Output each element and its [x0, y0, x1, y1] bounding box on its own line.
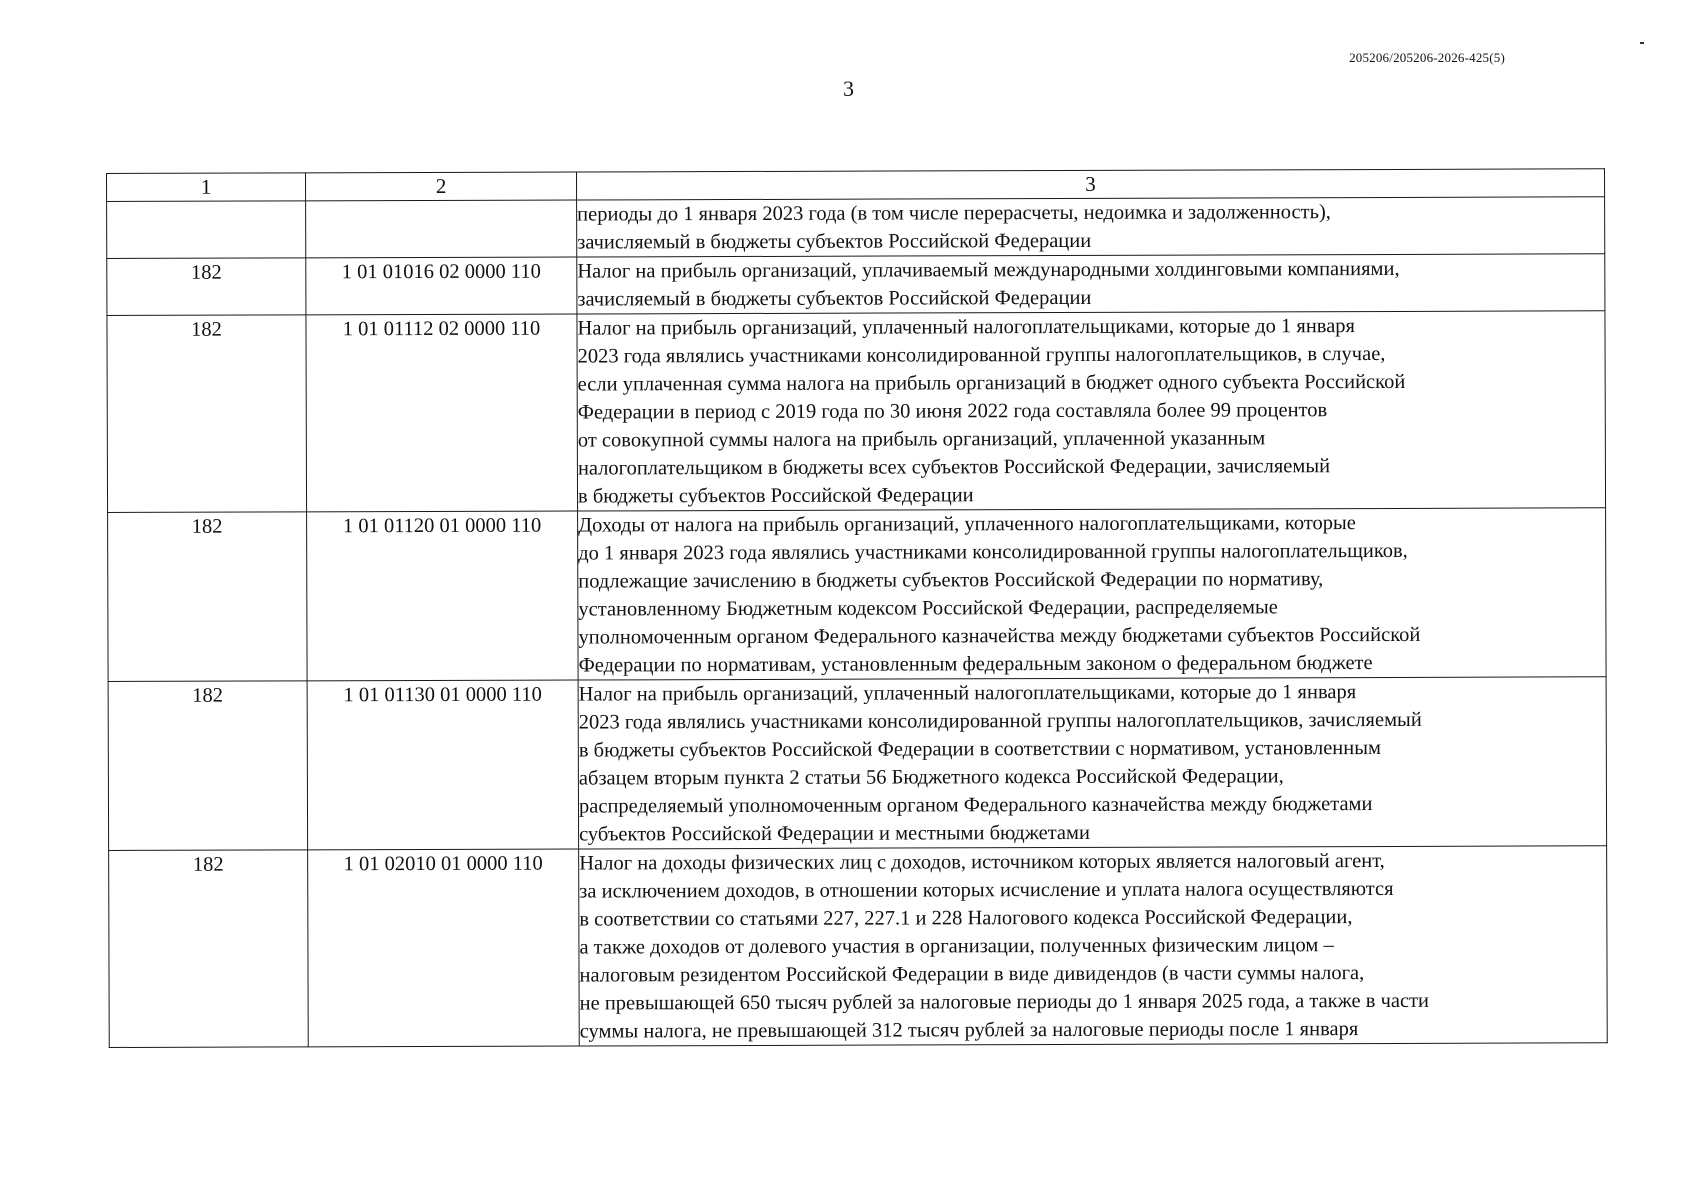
column-header-1: 1 — [107, 173, 306, 202]
table-body — [107, 197, 1608, 1048]
budget-classification-code-cell: 1 01 01016 02 0000 110 — [306, 257, 577, 315]
budget-classification-code-cell: 1 01 01130 01 0000 110 — [307, 680, 579, 850]
admin-code-cell: 182 — [109, 850, 309, 1048]
description-line: налогоплательщиком в бюджеты всех субъектов Российской Федерации, зачисляемый — [577, 455, 1331, 480]
table-row — [107, 254, 1605, 316]
description-line: от совокупной суммы налога на прибыль организаций, уплаченной указанным — [577, 427, 1266, 452]
revenue-description-cell — [578, 677, 1607, 849]
description-line: 2023 года являлись участниками консолидированной группы налогоплательщиков, зачисляемый — [578, 708, 1422, 734]
description-line: Налог на доходы физических лиц с доходов, источником которых является налоговый агент, — [579, 849, 1385, 875]
description-line: не превышающей 650 тысяч рублей за налоговые периоды до 1 января 2025 года, а также в части — [579, 989, 1430, 1015]
admin-code-cell: 182 — [107, 258, 306, 316]
admin-code-cell — [107, 201, 306, 259]
admin-code-cell: 182 — [108, 681, 308, 851]
budget-classification-code-cell: 1 01 02010 01 0000 110 — [308, 849, 580, 1047]
description-line: 2023 года являлись участниками консолидированной группы налогоплательщиков, в случае, — [577, 342, 1386, 368]
description-line: периоды до 1 января 2023 года (в том числе перерасчеты, недоимка и задолженность), — [577, 201, 1331, 226]
description-line: налоговым резидентом Российской Федерации в виде дивидендов (в части суммы налога, — [579, 962, 1365, 987]
description-line: субъектов Российской Федерации и местными бюджетами — [579, 821, 1091, 846]
budget-classification-code-cell — [306, 200, 577, 258]
scan-speck — [1640, 42, 1644, 44]
admin-code-cell: 182 — [108, 512, 308, 682]
document-id: 205206/205206-2026-425(5) — [1349, 50, 1505, 65]
revenue-description-cell — [577, 254, 1605, 314]
column-header-2: 2 — [306, 172, 577, 201]
description-line: в бюджеты субъектов Российской Федерации в соответствии с нормативом, установленным — [578, 736, 1382, 762]
description-line: Налог на прибыль организаций, уплаченный налогоплательщиками, которые до 1 января — [577, 315, 1356, 340]
description-line: установленному Бюджетным кодексом Российской Федерации, распределяемые — [578, 596, 1278, 621]
revenue-description-cell — [579, 846, 1608, 1046]
revenue-codes-table — [106, 168, 1608, 1048]
revenue-description-cell — [577, 311, 1606, 511]
description-line: а также доходов от долевого участия в организации, полученных физическим лицом – — [579, 934, 1334, 959]
admin-code-cell: 182 — [107, 315, 307, 513]
table-row — [108, 508, 1607, 682]
description-line: Налог на прибыль организаций, уплаченный налогоплательщиками, которые до 1 января — [578, 681, 1357, 706]
description-line: Федерации по нормативам, установленным федеральным законом о федеральном бюджете — [578, 652, 1373, 677]
description-line: распределяемый уполномоченным органом Федерального казначейства между бюджетами — [578, 793, 1373, 818]
description-line: суммы налога, не превышающей 312 тысяч рублей за налоговые периоды после 1 января — [579, 1018, 1359, 1043]
page-number: 3 — [843, 76, 854, 101]
table-row — [109, 846, 1608, 1048]
description-line: Налог на прибыль организаций, уплачиваемый международными холдинговыми компаниями, — [577, 257, 1400, 283]
description-line: зачисляемый в бюджеты субъектов Российской Федерации — [577, 229, 1092, 254]
budget-classification-code-cell: 1 01 01112 02 0000 110 — [306, 314, 578, 512]
table-row — [107, 311, 1606, 513]
table-row — [107, 197, 1605, 259]
description-line: Доходы от налога на прибыль организаций, уплаченного налогоплательщиками, которые — [578, 512, 1356, 537]
description-line: в бюджеты субъектов Российской Федерации — [577, 484, 974, 508]
column-header-3: 3 — [576, 169, 1604, 200]
description-line: абзацем вторым пункта 2 статьи 56 Бюджетного кодекса Российской Федерации, — [578, 765, 1284, 790]
description-line: до 1 января 2023 года являлись участниками консолидированной группы налогоплательщиков, — [578, 539, 1408, 565]
table-row — [108, 677, 1607, 851]
description-line: за исключением доходов, в отношении которых исчисление и уплата налога осуществляются — [579, 877, 1394, 903]
description-line: уполномоченным органом Федерального казначейства между бюджетами субъектов Российской — [578, 623, 1421, 649]
description-line: в соответствии со статьями 227, 227.1 и 228 Налогового кодекса Российской Федерации, — [579, 906, 1353, 931]
description-line: Федерации в период с 2019 года по 30 июня 2022 года составляла более 99 процентов — [577, 399, 1328, 424]
revenue-description-cell — [577, 197, 1605, 257]
revenue-description-cell — [578, 508, 1607, 680]
budget-classification-code-cell: 1 01 01120 01 0000 110 — [307, 511, 579, 681]
description-line: зачисляемый в бюджеты субъектов Российской Федерации — [577, 286, 1092, 311]
description-line: подлежащие зачислению в бюджеты субъектов Российской Федерации по нормативу, — [578, 568, 1324, 593]
description-line: если уплаченная сумма налога на прибыль организаций в бюджет одного субъекта Российской — [577, 370, 1406, 396]
